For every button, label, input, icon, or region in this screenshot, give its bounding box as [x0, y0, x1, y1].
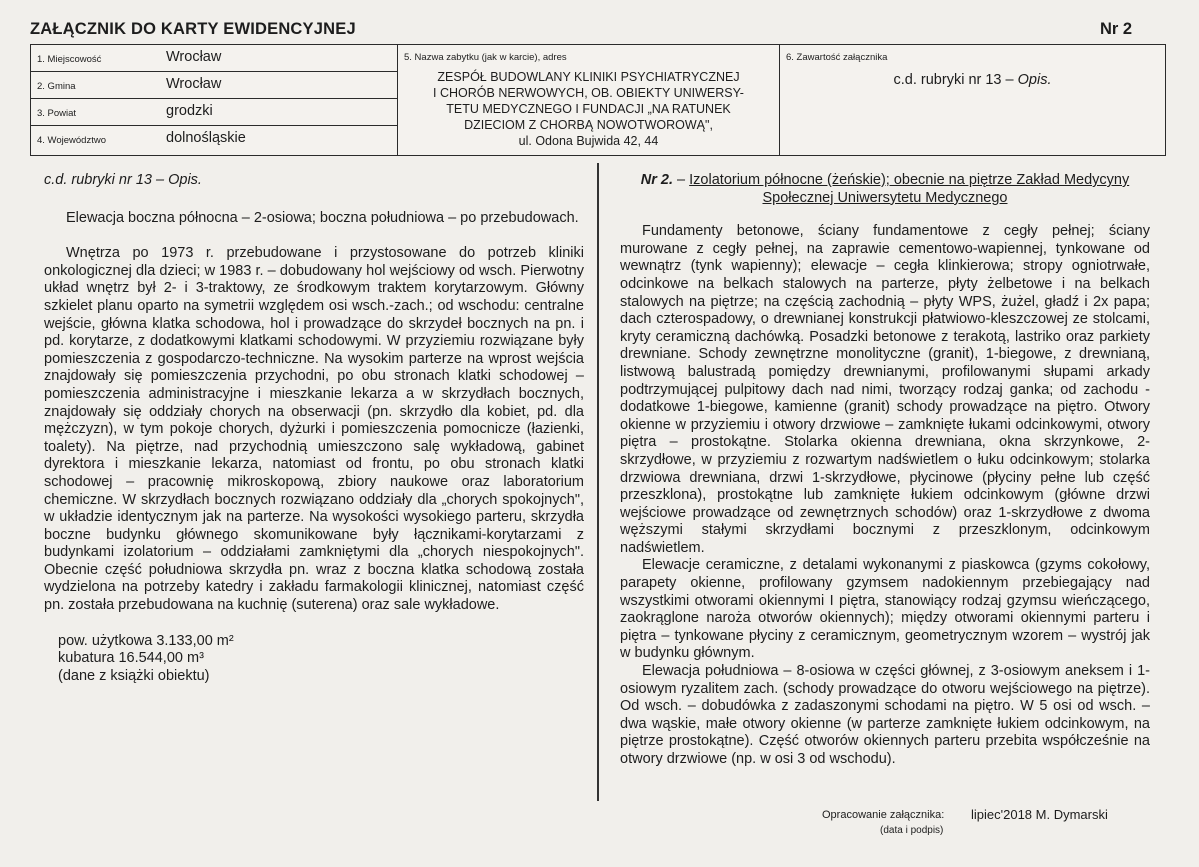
contents-label: 6. Zawartość załącznika	[786, 52, 888, 63]
field-label: 4. Województwo	[37, 135, 106, 146]
paragraph: Elewacje ceramiczne, z detalami wykonanymi z piaskowca (gzyms cokołowy, parapety okienne, profilowany gzymsem nadokiennym przebiegający nad wszystkimi otworami okiennymi I piętra, stanowiący rodzaj gzymsu wieńczącego, zaokrąglone naroża otworów okiennych); między otworami okiennymi parteru i piętra – tynkowane płyciny z ceramicznym, geometrycznym wzorem – wystrój jak w budynku głównym.	[620, 557, 1150, 662]
left-column	[44, 172, 584, 685]
header-table	[30, 44, 1166, 156]
monument-cell	[398, 45, 780, 155]
paragraph: Wnętrza po 1973 r. przebudowane i przystosowane do potrzeb kliniki onkologicznej dla dzieci; w 1983 r. – dobudowany hol wejściowy od wsch. Pierwotny układ wnętrz był 2- i 3-traktowy, ze środkowym traktem korytarzowym. Główny szkielet planu oparto na symetrii względem osi wsch.-zach.; od wschodu: centralne wejście, główna klatka schodowa, hol i prowadzące do skrzydeł bocznych na pn. i pd. korytarze, z dodatkowymi klatkami schodowymi. W przyziemiu rozwiązane były pomieszczenia z gospodarczo-techniczne. Na wysokim parterze na wprost wejścia znajdowały się pomieszczenia przychodni, po obu stronach klatki schodowej – pomieszczenia administracyjne i mieszkanie lekarza a w skrzydłach bocznych, znajdowały się oddziały chorych na obserwacji (pn. skrzydło dla kobiet, pd. dla mężczyzn), w tym pokoje chorych, dyżurki i pomieszczenia pomocnicze (łazienki, toalety). Na piętrze, nad przychodnią umieszczono salę wykładową, gabinet dyrektora i mieszkanie lekarza, natomiast od frontu, po obu stronach klatki schodowej – pracownię mikroskopową, zbiory naukowe oraz laboratorium chemiczne. W skrzydłach bocznych rozwiązano oddziały dla „chorych spokojnych", w układzie identycznym jak na parterze. Na wysokości wysokiego parteru, skrzydła boczne budynku głównego skomunikowane były łącznikami-korytarzami z budynkami izolatorium – oddziałami zamkniętymi dla „chorych niespokojnych". Obecnie część południowa skrzydła pn. wraz z boczna klatka schodową została wydzielona na potrzeby katedry i zakładu farmakologii klinicznej, natomiast część pn. została przebudowana na kuchnię (suterena) oraz sale wykładowe.	[44, 245, 584, 614]
paragraph: Fundamenty betonowe, ściany fundamentowe z cegły pełnej; ściany murowane z cegły pełnej, na zaprawie cementowo-wapiennej, tynkowane od wewnątrz (tynk wapienny); elewacje – cegła klinkierowa; stropy ogniotrwałe, odcinkowe na belkach stalowych na parterze, płyty żelbetowe i na belkach stalowych na piętrze; na częścią zachodnią – płyty WPS, żużel, gładź i 2x papa; dach czterospadowy, o drewnianej konstrukcji płatwiowo-kleszczowej ze stolcami, kryty ceramiczną dachówką. Posadzki betonowe z terakotą, lastriko oraz parkiety drewniane. Schody zewnętrzne monolityczne (granit), 1-biegowe, z drewnianą, listwową balustradą pomiędzy drewnianymi, profilowanymi słupami arkady podtrzymującej pulpitowy dach nad nimi, tworzący rodzaj ganka; od zachodu - dodatkowe 1-biegowe, kamienne (granit) schody prowadzące na piętro. Otwory okienne w przyziemiu i otwory drzwiowe – zamknięte łukami odcinkowymi, otwory piętra – prostokątne. Stolarka okienna drewniana, okna skrzynkowe, 2-skrzydłowe, w przyziemiu z rozwartym nadświetlem o łuku odcinkowym; stolarka drzwiowa drewniana, drzwi 1-skrzydłowe, płycinowe (płyciny pełne lub część przeszklona), prostokątne lub zamknięte łukiem odcinkowym (główne drzwi wejściowe prowadzące od zewnętrznych schodów) oraz 1-skrzydłowe z dwoma węższymi stałymi skrzydłami bocznymi z przeszklonym, odcinkowym nadświetlem.	[620, 223, 1150, 556]
monument-line: DZIECIOM Z CHORBĄ NOWOTWOROWĄ",	[464, 118, 713, 132]
paragraph: Elewacja boczna północna – 2-osiowa; boczna południowa – po przebudowach.	[66, 209, 579, 226]
contents-cell	[780, 45, 1165, 155]
footer-label: Opracowanie załącznika:	[822, 809, 945, 821]
field-value: dolnośląskie	[166, 130, 246, 146]
section-dash: –	[677, 172, 686, 188]
right-column	[620, 172, 1150, 769]
paragraph: Elewacja południowa – 8-osiowa w części głównej, z 3-osiowym aneksem i 1-osiowym ryzalitem zach. (schody prowadzące do otworu wejściowego na piętrze). Od wsch. – dobudówka z zadaszonymi schodami na piętro. W 5 osi od wsch. – dwa wąskie, małe otwory okienne (w parterze zamknięte łukiem odcinkowym, na piętrze prostokątne). Część otworów okiennych parteru przebita współcześnie na otwory drzwiowe (np. w osi 3 od wschodu).	[620, 663, 1150, 767]
field-row-powiat	[31, 99, 397, 126]
monument-line: ZESPÓŁ BUDOWLANY KLINIKI PSYCHIATRYCZNEJ	[437, 70, 740, 84]
usable-area: pow. użytkowa 3.133,00 m²	[58, 632, 234, 649]
field-row-miejscowosc	[31, 45, 397, 72]
field-row-wojewodztwo	[31, 126, 397, 157]
section-number: Nr 2.	[640, 172, 674, 188]
document-title: ZAŁĄCZNIK DO KARTY EWIDENCYJNEJ	[30, 20, 356, 38]
monument-line: I CHORÓB NERWOWYCH, OB. OBIEKTY UNIWERSY-	[433, 86, 744, 100]
monument-label: 5. Nazwa zabytku (jak w karcie), adres	[404, 52, 567, 63]
column-divider	[597, 163, 599, 801]
cubature: kubatura 16.544,00 m³	[58, 650, 204, 667]
data-source: (dane z książki obiektu)	[58, 667, 210, 684]
monument-address: ul. Odona Bujwida 42, 44	[518, 134, 659, 148]
monument-line: TETU MEDYCZNEGO I FUNDACJI „NA RATUNEK	[446, 102, 731, 116]
field-row-gmina	[31, 72, 397, 99]
contents-value-prefix: c.d. rubryki nr 13 –	[893, 72, 1014, 88]
footer-signature: lipiec'2018 M. Dymarski	[971, 807, 1108, 822]
field-label: 1. Miejscowość	[37, 54, 102, 65]
section-title: Izolatorium północne (żeńskie); obecnie na piętrze Zakład Medycyny Społecznej Uniwersytetu Medycznego	[689, 172, 1130, 206]
section-heading	[620, 172, 1150, 207]
contents-value-italic: Opis.	[1017, 72, 1052, 88]
building-stats	[58, 633, 584, 686]
contents-value	[780, 72, 1165, 88]
field-value: grodzki	[166, 103, 213, 119]
left-heading: c.d. rubryki nr 13 – Opis.	[44, 172, 202, 188]
field-value: Wrocław	[166, 49, 222, 65]
field-value: Wrocław	[166, 76, 222, 92]
field-label: 2. Gmina	[37, 81, 76, 92]
location-fields	[31, 45, 398, 155]
field-label: 3. Powiat	[37, 108, 77, 119]
footer-sublabel: (data i podpis)	[880, 825, 944, 836]
monument-name	[402, 69, 775, 149]
document-number: Nr 2	[1100, 20, 1133, 38]
